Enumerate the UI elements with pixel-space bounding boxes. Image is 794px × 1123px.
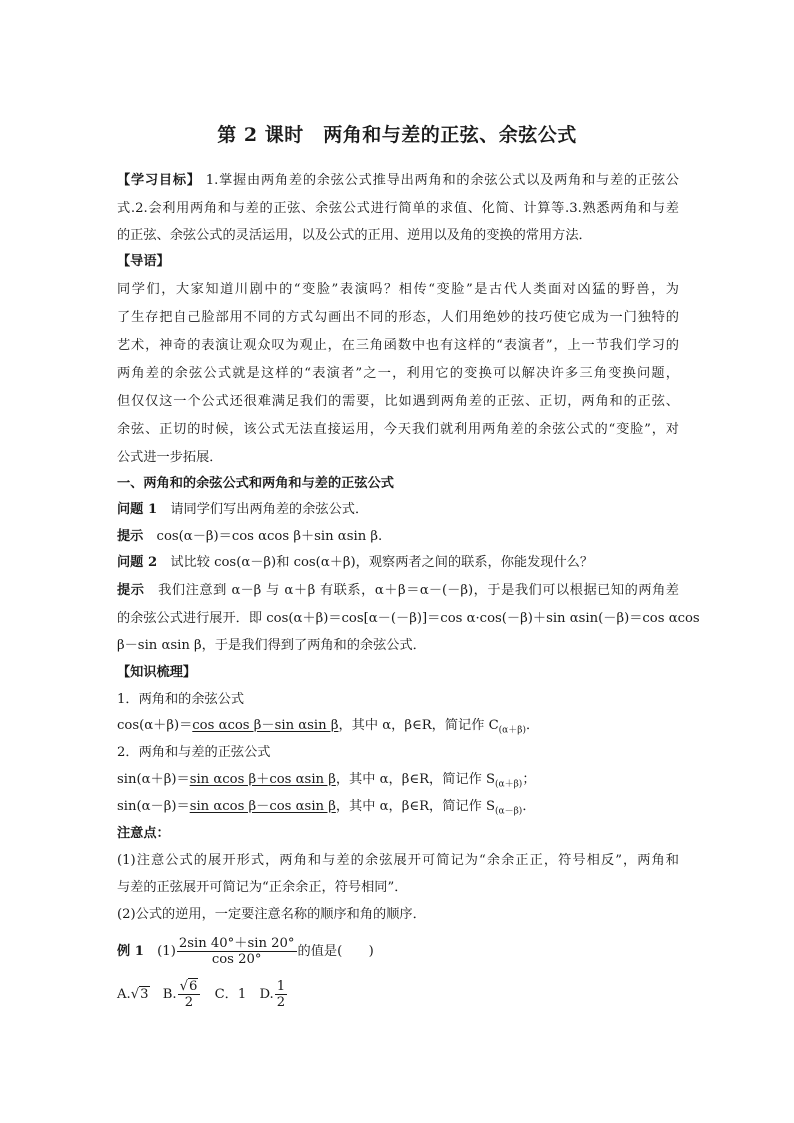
hint-2-line-1 [117, 583, 679, 599]
hint-1-text: cos(α－β)＝cos αcos β＋sin αsin β. [143, 529, 383, 544]
note-2: (2)公式的逆用，一定要注意名称的顺序和角的顺序． [117, 907, 426, 922]
intro-line-5: 但仅仅这一个公式还很难满足我们的需要，比如遇到两角差的正弦、正切，两角和的正弦、 [117, 394, 679, 409]
option-a-label: A. [117, 987, 131, 1002]
formula-sin-diff-expansion: sin αcos β－cos αsin β [189, 799, 336, 814]
hint-1-label: 提示 [117, 529, 144, 544]
example-1-options: A.√3 B. $\frac{√6}{2}$ C．1 D. $\frac{1}{2}$ [117, 979, 286, 1010]
goals-line-3: 的正弦、余弦公式的灵活运用，以及公式的正用、逆用以及角的变换的常用方法． [117, 228, 592, 243]
option-d-fraction [275, 979, 287, 1010]
example-1-numerator: 2sin 40°＋sin 20° [178, 936, 295, 951]
formula-cos-sum-subscript: (α＋β) [498, 725, 526, 736]
formula-sin-sum-expansion: sin αcos β＋cos αsin β [189, 772, 336, 787]
knowledge-item-1-title: 1．两角和的余弦公式 [117, 692, 245, 707]
option-d-denominator: 2 [276, 995, 286, 1010]
page-title: 第 2 课时 两角和与差的正弦、余弦公式 [217, 124, 577, 146]
example-1-part: (1) [157, 944, 176, 959]
option-a-radicand: 3 [140, 987, 149, 1002]
formula-cos-sum-end: ． [525, 718, 540, 733]
formula-sin-diff-note: ，其中 α，β∈R，简记作 S [335, 799, 495, 814]
intro-line-4: 两角差的余弦公式就是这样的“表演者”之一，利用它的变换可以解决许多三角变换问题， [117, 366, 679, 381]
goals-line-2: 式.2.会利用两角和与差的正弦、余弦公式进行简单的求值、化简、计算等.3.熟悉两角和与差 [117, 201, 679, 216]
formula-sin-sum-end: ； [522, 772, 536, 787]
formula-sin-diff-end: ． [522, 799, 536, 814]
note-1-line-1: (1)注意公式的展开形式，两角和与差的余弦展开可简记为“余余正正，符号相反”，两角和 [117, 853, 679, 868]
example-1-fraction [177, 936, 297, 967]
hint-2-line-2: 的余弦公式进行展开．即 cos(α＋β)＝cos[α－(－β)]＝cos α·cos(－β)＋sin αsin(－β)＝cos αcos [117, 611, 700, 626]
option-b-numerator: √6 [178, 979, 201, 995]
formula-sin-sum-subscript: (α＋β) [495, 779, 523, 790]
knowledge-heading: 【知识梳理】 [117, 665, 197, 680]
question-2 [117, 555, 679, 571]
goals-text-1: 1.掌握由两角差的余弦公式推导出两角和的余弦公式以及两角和与差的正弦公 [200, 173, 679, 188]
example-1-label: 例 1 [117, 944, 144, 959]
hint-2-text-1: 我们注意到 α－β 与 α＋β 有联系，α＋β＝α－(－β)，于是我们可以根据已知的两角差 [144, 583, 679, 598]
formula-cos-sum-note: ，其中 α，β∈R，简记作 C [338, 718, 499, 733]
hint-2-line-3: β－sin αsin β，于是我们得到了两角和的余弦公式． [117, 638, 426, 653]
formula-sin-diff [117, 799, 679, 820]
formula-sin-sum-note: ，其中 α，β∈R，简记作 S [335, 772, 495, 787]
formula-sin-diff-left: sin(α－β)＝ [117, 799, 190, 814]
question-2-text: 试比较 cos(α－β)和 cos(α＋β)，观察两者之间的联系，你能发现什么？ [157, 555, 594, 570]
question-2-label: 问题 2 [117, 555, 158, 570]
notes-heading: 注意点： [117, 826, 170, 841]
goals-label: 【学习目标】 [117, 173, 201, 188]
option-b-fraction [178, 979, 201, 1010]
formula-cos-sum [117, 718, 679, 739]
question-1 [117, 502, 679, 518]
option-d-numerator: 1 [276, 979, 286, 994]
formula-sin-diff-subscript: (α－β) [495, 806, 523, 817]
hint-2-label: 提示 [117, 583, 145, 598]
option-c: C．1 [214, 987, 247, 1002]
formula-sin-sum [117, 772, 679, 793]
intro-heading: 【导语】 [117, 254, 170, 269]
intro-line-2: 了生存把自己脸部用不同的方式勾画出不同的形态，人们用绝妙的技巧使它成为一门独特的 [117, 310, 679, 325]
intro-line-1: 同学们，大家知道川剧中的“变脸”表演吗？相传“变脸”是古代人类面对凶猛的野兽，为 [117, 282, 679, 297]
hint-1 [117, 529, 679, 545]
section1-heading: 一、两角和的余弦公式和两角和与差的正弦公式 [117, 476, 394, 491]
intro-line-3: 艺术，神奇的表演让观众叹为观止，在三角函数中也有这样的“表演者”，上一节我们学习的 [117, 338, 679, 353]
note-1-line-2: 与差的正弦展开可简记为“正余余正，符号相同”． [117, 880, 408, 895]
intro-line-7: 公式进一步拓展． [117, 450, 223, 465]
goals-line-1 [117, 173, 679, 189]
option-d-label: D. [259, 987, 274, 1002]
example-1-question [117, 935, 679, 969]
formula-sin-sum-left: sin(α＋β)＝ [117, 772, 190, 787]
option-b-label: B. [162, 987, 177, 1002]
example-1-suffix: 的值是( ) [297, 944, 374, 959]
question-1-label: 问题 1 [117, 502, 158, 517]
option-b-denominator: 2 [184, 995, 194, 1010]
intro-line-6: 余弦、正切的时候，该公式无法直接运用，今天我们就利用两角差的余弦公式的“变脸”，对 [117, 422, 679, 437]
formula-cos-sum-left: cos(α＋β)＝ [117, 718, 193, 733]
example-1-denominator: cos 20° [211, 952, 262, 967]
formula-cos-sum-expansion: cos αcos β－sin αsin β [192, 718, 339, 733]
knowledge-item-2-title: 2．两角和与差的正弦公式 [117, 745, 271, 760]
option-b-radicand: 6 [189, 979, 198, 994]
question-1-text: 请同学们写出两角差的余弦公式． [157, 502, 369, 517]
